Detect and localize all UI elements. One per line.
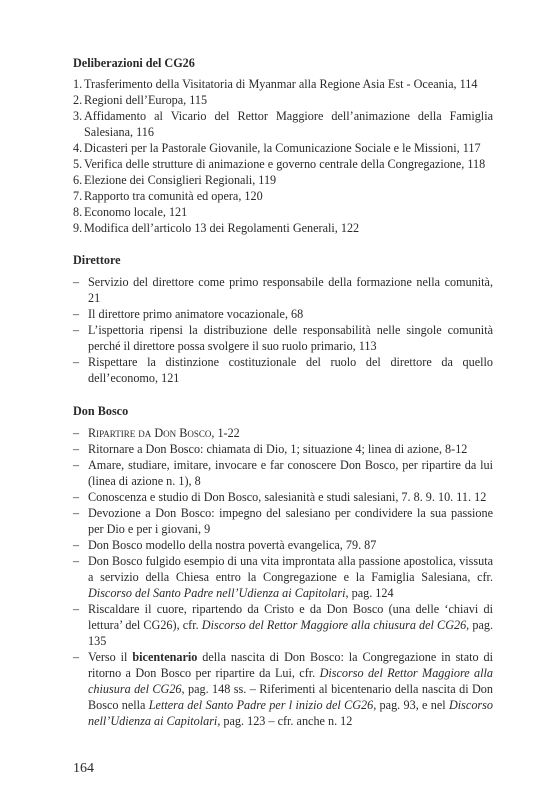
list-item: – Don Bosco fulgido esempio di una vita improntata alla passione apostolica, vissuta a servizio della Chiesa entro la Congregazione e la Famiglia Salesiana, cfr. Discorso del Santo Padre nell’Udienza ai Capitolari, pag. 124 [73,554,493,600]
list-item: 2. Regioni dell’Europa, 115 [73,93,208,107]
list-item: 5. Verifica delle strutture di animazione e governo centrale della Congregazione, 118 [73,157,486,171]
list-item: 8. Economo locale, 121 [73,205,188,219]
list-item: – Don Bosco modello della nostra povertà evangelica, 79. 87 [73,538,377,552]
list-item: – Verso il bicentenario della nascita di Don Bosco: la Congregazione in stato di ritorno a Don Bosco per ripartire da Lui, cfr. Discorso del Rettor Maggiore alla chiusura del CG26, pag. 148 ss. – Riferimenti al bicentenario della nascita di Don Bosco nella Lettera del Santo Padre per l inizio del CG26, pag. 93, e nel Discorso nell’Udienza ai Capitolari, pag. 123 – cfr. anche n. 12 [73,650,493,728]
list-item: – Ritornare a Don Bosco: chiamata di Dio, 1; situazione 4; linea di azione, 8-12 [73,442,468,456]
list-item: 3. Affidamento al Vicario del Rettor Maggiore dell’animazione della Famiglia Salesiana, 116 [73,109,493,139]
list-item: 6. Elezione dei Consiglieri Regionali, 119 [73,173,277,187]
list-item: – Amare, studiare, imitare, invocare e far conoscere Don Bosco, per ripartire da lui (linea di azione n. 1), 8 [73,458,493,488]
citation-italic: Lettera del Santo Padre per l inizio del CG26 [148,698,374,712]
citation-italic: Discorso nell’Udienza ai Capitolari, [88,698,493,728]
list-item: – Conoscenza e studio di Don Bosco, salesianità e studi salesiani, 7. 8. 9. 10. 11. 12 [73,490,487,504]
list-item: – Riscaldare il cuore, ripartendo da Cristo e da Don Bosco (una delle ‘chiavi di lettura’ del CG26), cfr. Discorso del Rettor Maggiore alla chiusura del CG26, pag. 135 [73,602,493,648]
section-title-donbosco: Don Bosco [73,404,129,418]
donbosco-list [73,425,493,729]
list-item: 1. Trasferimento della Visitatoria di Myanmar alla Regione Asia Est - Oceania, 114 [73,77,478,91]
list-item: – Devozione a Don Bosco: impegno del salesiano per condividere la sua passione per Dio e per i giovani, 9 [73,506,493,536]
citation-italic: Discorso del Rettor Maggiore alla chiusura del CG26 [88,666,493,696]
list-item: – L’ispettoria ripensi la distribuzione delle responsabilità nelle singole comunità perché il direttore possa svolgere il suo ruolo primario, 113 [73,323,493,353]
index-entry-smallcaps: Ripartire da Don Bosco [88,426,212,440]
list-item: – Servizio del direttore come primo responsabile della formazione nella comunità, 21 [73,275,493,305]
citation-italic: Discorso del Santo Padre nell’Udienza ai Capitolari [88,586,346,600]
citation-italic: Discorso del Rettor Maggiore alla chiusura del CG26, [201,618,470,632]
section-title-direttore: Direttore [73,253,121,267]
list-item: – Il direttore primo animatore vocazionale, 68 [73,307,304,321]
direttore-list [73,274,493,386]
list-item: – Rispettare la distinzione costituzionale del ruolo del direttore da quello dell’economo, 121 [73,355,493,385]
cg26-list [73,76,493,236]
list-item: 7. Rapporto tra comunità ed opera, 120 [73,189,263,203]
list-item: 4. Dicasteri per la Pastorale Giovanile, la Comunicazione Sociale e le Missioni, 117 [73,141,481,155]
list-item: – Ripartire da Don Bosco, 1-22 [73,426,240,440]
bold-term: bicentenario [132,650,198,664]
section-title-cg26: Deliberazioni del CG26 [73,56,195,70]
list-item: 9. Modifica dell’articolo 13 dei Regolamenti Generali, 122 [73,221,360,235]
page-number: 164 [73,761,94,776]
